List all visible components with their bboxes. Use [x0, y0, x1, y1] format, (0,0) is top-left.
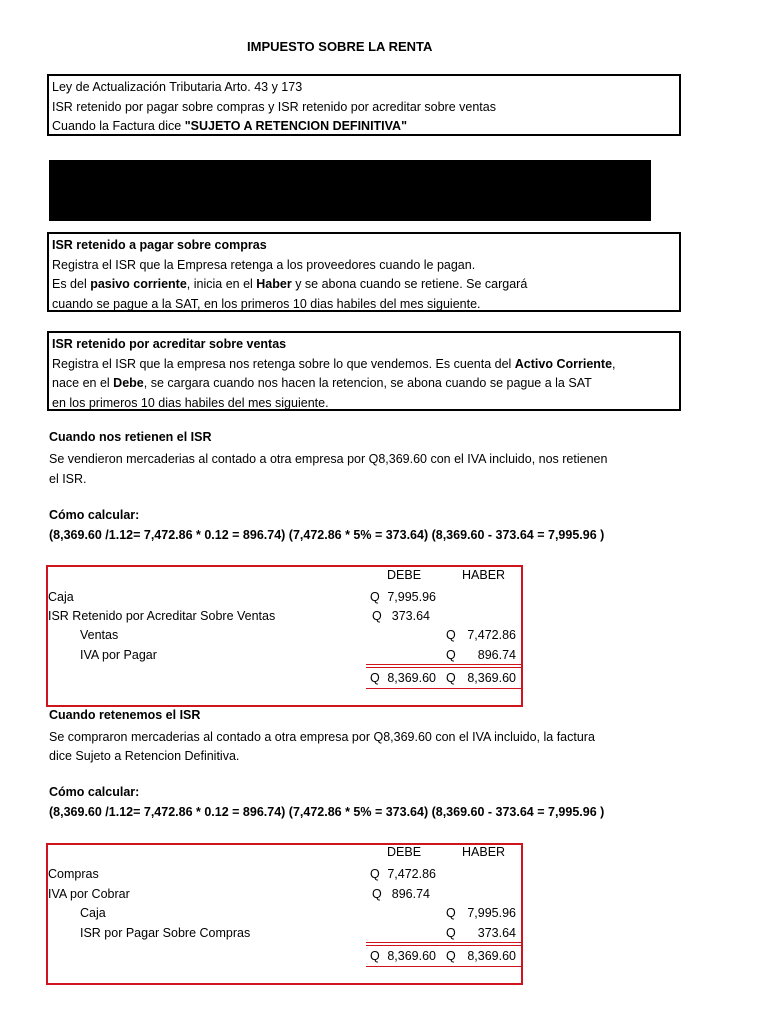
currency-symbol: Q	[370, 590, 380, 604]
isr-compras-heading: ISR retenido a pagar sobre compras	[52, 238, 267, 252]
account-name: Caja	[80, 906, 106, 920]
text-part: Es del	[52, 277, 91, 291]
text-part: , se cargara cuando nos hacen la retencion, se abona cuando se pague a la SAT	[143, 376, 592, 390]
text-part: Registra el ISR que la empresa nos retenga sobre lo que vendemos. Es cuenta del	[52, 356, 515, 371]
isr-compras-box	[47, 232, 681, 312]
account-name: ISR Retenido por Acreditar Sobre Ventas	[48, 609, 276, 623]
section2-formula: (8,369.60 /1.12= 7,472.86 * 0.12 = 896.74) (7,472.86 * 5% = 373.64) (8,369.60 - 373.64 = 7,995.96 )	[49, 805, 605, 819]
section1-text-1: Se vendieron mercaderias al contado a otra empresa por Q8,369.60 con el IVA incluido, nos retienen	[49, 452, 608, 466]
section1-heading: Cuando nos retienen el ISR	[49, 430, 212, 444]
total-underline	[366, 966, 522, 967]
isr-compras-line-3: cuando se pague a la SAT, en los primeros 10 dias habiles del mes siguiente.	[52, 296, 481, 311]
currency-symbol: Q	[446, 628, 456, 642]
currency-symbol: Q	[372, 609, 382, 623]
isr-ventas-heading: ISR retenido por acreditar sobre ventas	[52, 337, 287, 351]
law-line-1: Ley de Actualización Tributaria Arto. 43 y 173	[52, 80, 303, 94]
total-debe: 8,369.60	[387, 671, 436, 685]
account-name: IVA por Pagar	[80, 648, 157, 662]
total-debe: 8,369.60	[387, 949, 436, 963]
section2-text-2: dice Sujeto a Retencion Definitiva.	[49, 749, 240, 763]
total-haber: 8,369.60	[467, 949, 516, 963]
currency-symbol: Q	[370, 949, 380, 963]
section1-calc-label: Cómo calcular:	[49, 508, 140, 522]
text-part: ,	[612, 356, 616, 371]
debe-amount: 7,995.96	[387, 590, 436, 604]
total-row	[48, 946, 521, 966]
currency-symbol: Q	[446, 648, 456, 662]
table-row	[48, 625, 521, 645]
debe-amount: 373.64	[391, 609, 430, 623]
table-row	[48, 903, 521, 923]
isr-ventas-line-1	[52, 355, 676, 375]
isr-ventas-line-3: en los primeros 10 dias habiles del mes siguiente.	[52, 395, 329, 410]
debe-header: DEBE	[387, 568, 422, 582]
text-part: y se abona cuando se retiene. Se cargará	[291, 277, 528, 291]
haber-amount: 7,995.96	[467, 906, 516, 920]
text-bold: Activo Corriente	[514, 356, 613, 371]
haber-header: HABER	[462, 845, 506, 859]
text-part: , inicia en el	[186, 277, 257, 291]
table-row	[48, 645, 521, 665]
total-rule-top	[366, 942, 522, 943]
total-row	[48, 668, 521, 688]
currency-symbol: Q	[372, 887, 382, 901]
account-name: ISR por Pagar Sobre Compras	[80, 926, 251, 940]
account-name: Caja	[48, 590, 74, 604]
law-line-2: ISR retenido por pagar sobre compras y ISR retenido por acreditar sobre ventas	[52, 99, 496, 114]
section2-text-1: Se compraron mercaderias al contado a otra empresa por Q8,369.60 con el IVA incluido, la factura	[49, 730, 595, 744]
table-row	[48, 587, 521, 607]
section1-formula: (8,369.60 /1.12= 7,472.86 * 0.12 = 896.74) (7,472.86 * 5% = 373.64) (8,369.60 - 373.64 = 7,995.96 )	[49, 528, 605, 542]
currency-symbol: Q	[370, 671, 380, 685]
page-title: IMPUESTO SOBRE LA RENTA	[247, 39, 433, 54]
account-name: Ventas	[80, 628, 119, 642]
account-name: Compras	[48, 867, 99, 881]
isr-ventas-box	[47, 331, 681, 411]
law-line-3-text: Cuando la Factura dice	[52, 119, 185, 133]
law-reference-box	[47, 74, 681, 136]
isr-compras-line-1: Registra el ISR que la Empresa retenga a los proveedores cuando le pagan.	[52, 257, 476, 272]
section2-heading: Cuando retenemos el ISR	[49, 708, 201, 722]
journal-entry-2	[46, 843, 523, 985]
debe-amount: 896.74	[391, 887, 430, 901]
redacted-block	[49, 160, 651, 221]
law-line-3	[52, 117, 676, 137]
section1-text-2: el ISR.	[49, 472, 87, 486]
text-bold: Haber	[256, 277, 292, 291]
debe-header: DEBE	[387, 845, 422, 859]
total-haber: 8,369.60	[467, 671, 516, 685]
currency-symbol: Q	[446, 926, 456, 940]
haber-amount: 896.74	[477, 648, 516, 662]
section2-calc-label: Cómo calcular:	[49, 785, 140, 799]
text-bold: Debe	[113, 376, 144, 390]
table-row	[48, 884, 521, 904]
haber-amount: 373.64	[477, 926, 516, 940]
isr-compras-line-2	[52, 275, 676, 295]
table-row	[48, 606, 521, 626]
law-line-3-bold: "SUJETO A RETENCION DEFINITIVA"	[184, 119, 408, 133]
text-part: nace en el	[52, 376, 114, 390]
currency-symbol: Q	[446, 906, 456, 920]
table-row	[48, 923, 521, 943]
haber-amount: 7,472.86	[467, 628, 516, 642]
debe-amount: 7,472.86	[387, 867, 436, 881]
total-underline	[366, 688, 522, 689]
currency-symbol: Q	[446, 949, 456, 963]
text-bold: pasivo corriente	[90, 277, 187, 291]
haber-header: HABER	[462, 568, 506, 582]
currency-symbol: Q	[446, 671, 456, 685]
account-name: IVA por Cobrar	[48, 887, 130, 901]
table-row	[48, 864, 521, 884]
currency-symbol: Q	[370, 867, 380, 881]
total-rule-top	[366, 664, 522, 665]
isr-ventas-line-2	[52, 374, 676, 394]
journal-entry-1	[46, 565, 523, 707]
